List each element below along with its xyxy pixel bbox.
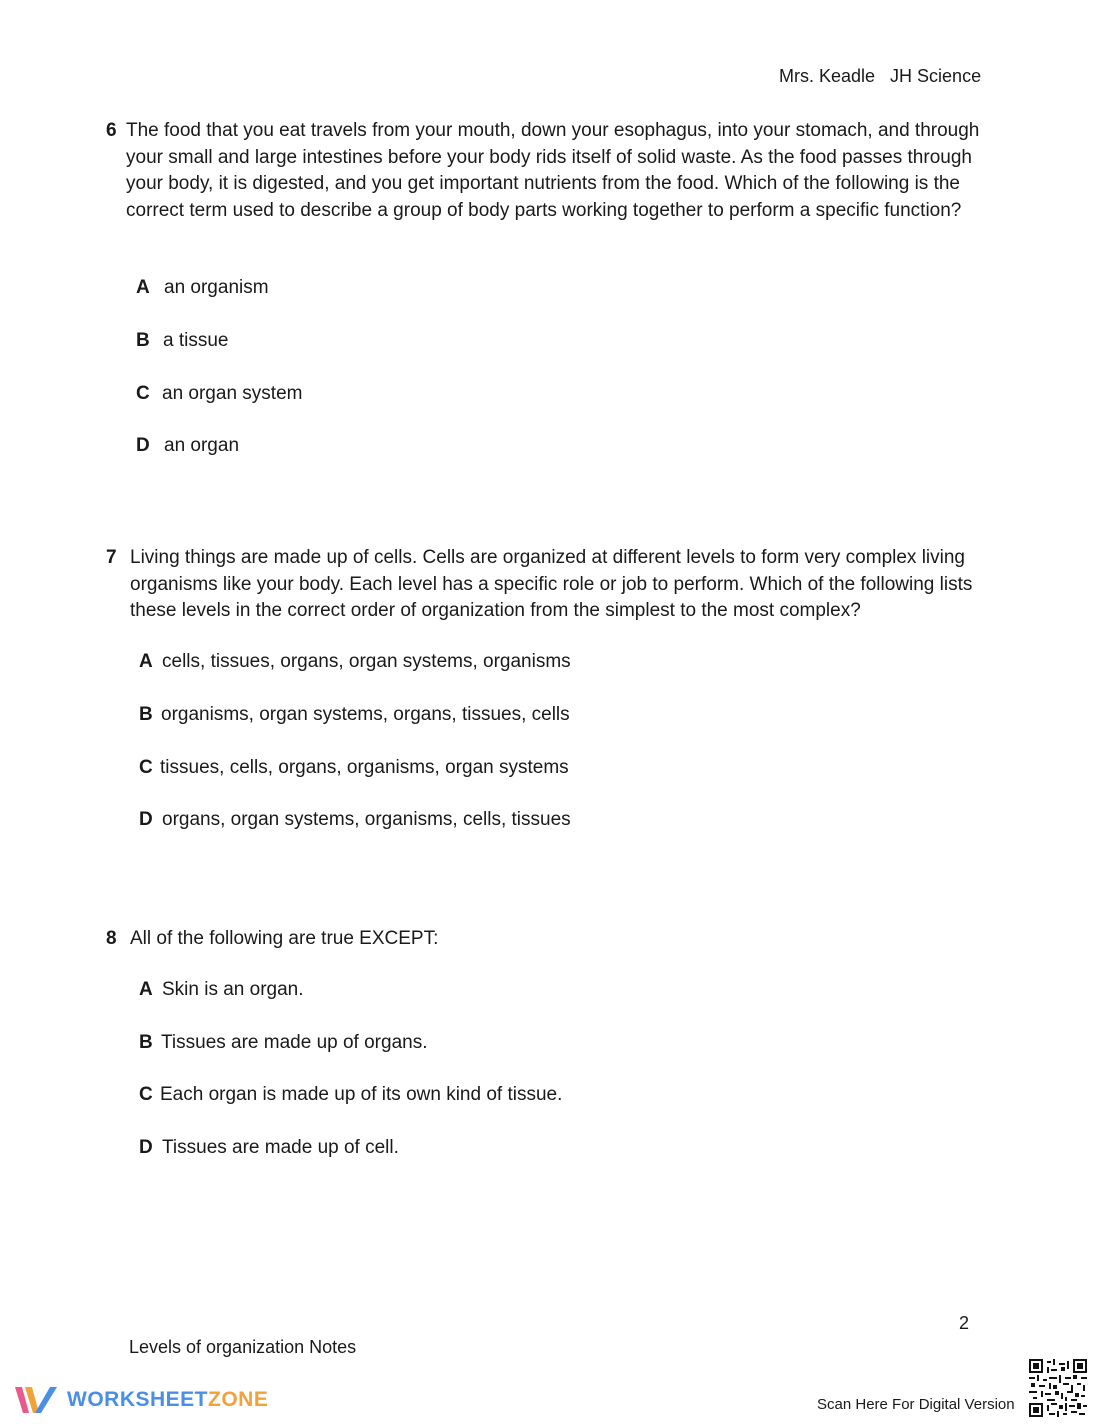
- question-text: The food that you eat travels from your mouth, down your esophagus, into your stomach, and through your small and large intestines before your body rids itself of solid waste. As the food passes through your body, it is digested, and you get important nutrients from the food. Which of the following is the correct term used to describe a group of body parts working together to perform a specific function?: [126, 120, 980, 221]
- option-text: organisms, organ systems, organs, tissues, cells: [161, 704, 570, 725]
- option-c: [139, 757, 569, 779]
- option-text: organs, organ systems, organisms, cells, tissues: [162, 809, 571, 830]
- worksheetzone-logo-icon: [13, 1383, 61, 1417]
- option-a: [139, 651, 571, 673]
- page-header: Mrs. Keadle JH Science: [779, 66, 982, 86]
- option-text: an organ system: [162, 383, 303, 404]
- option-a: [136, 277, 269, 299]
- option-letter: C: [139, 1084, 153, 1105]
- option-letter: D: [139, 1137, 153, 1158]
- option-letter: C: [139, 757, 153, 778]
- scan-caption: Scan Here For Digital Version: [817, 1396, 1015, 1413]
- option-a: [139, 979, 304, 1001]
- page-number: 2: [959, 1313, 970, 1333]
- option-letter: A: [139, 651, 153, 672]
- brand-name: WORKSHEETZONE: [67, 1388, 269, 1411]
- question-number: 6: [106, 120, 117, 141]
- question-text: All of the following are true EXCEPT:: [130, 928, 439, 949]
- option-text: Tissues are made up of organs.: [161, 1032, 428, 1053]
- footer-title: Levels of organization Notes: [129, 1337, 357, 1357]
- question-number: 8: [106, 928, 117, 949]
- question-number: 7: [106, 547, 117, 568]
- option-c: [139, 1084, 562, 1106]
- option-letter: D: [139, 809, 153, 830]
- option-letter: D: [136, 435, 150, 456]
- option-b: [139, 704, 570, 726]
- option-text: Skin is an organ.: [162, 979, 304, 1000]
- option-d: [139, 809, 571, 831]
- option-text: an organ: [164, 435, 240, 456]
- option-c: [136, 383, 302, 405]
- option-text: Each organ is made up of its own kind of tissue.: [160, 1084, 563, 1105]
- option-letter: B: [136, 330, 150, 351]
- option-letter: A: [136, 277, 150, 298]
- option-text: tissues, cells, organs, organisms, organ systems: [160, 757, 569, 778]
- brand-logo[interactable]: [13, 1382, 268, 1418]
- option-letter: A: [139, 979, 153, 1000]
- option-d: [136, 435, 239, 457]
- option-text: an organism: [164, 277, 269, 298]
- option-b: [136, 330, 228, 352]
- option-letter: C: [136, 383, 150, 404]
- option-b: [139, 1032, 428, 1054]
- option-letter: B: [139, 1032, 153, 1053]
- option-letter: B: [139, 704, 153, 725]
- qr-code-icon[interactable]: [1029, 1359, 1087, 1417]
- option-text: a tissue: [163, 330, 229, 351]
- option-text: cells, tissues, organs, organ systems, organisms: [162, 651, 571, 672]
- question-text: Living things are made up of cells. Cells are organized at different levels to form very complex living organisms like your body. Each level has a specific role or job to perform. Which of the following lists these levels in the correct order of organization from the simplest to the most complex?: [130, 547, 973, 621]
- option-d: [139, 1137, 399, 1159]
- option-text: Tissues are made up of cell.: [162, 1137, 399, 1158]
